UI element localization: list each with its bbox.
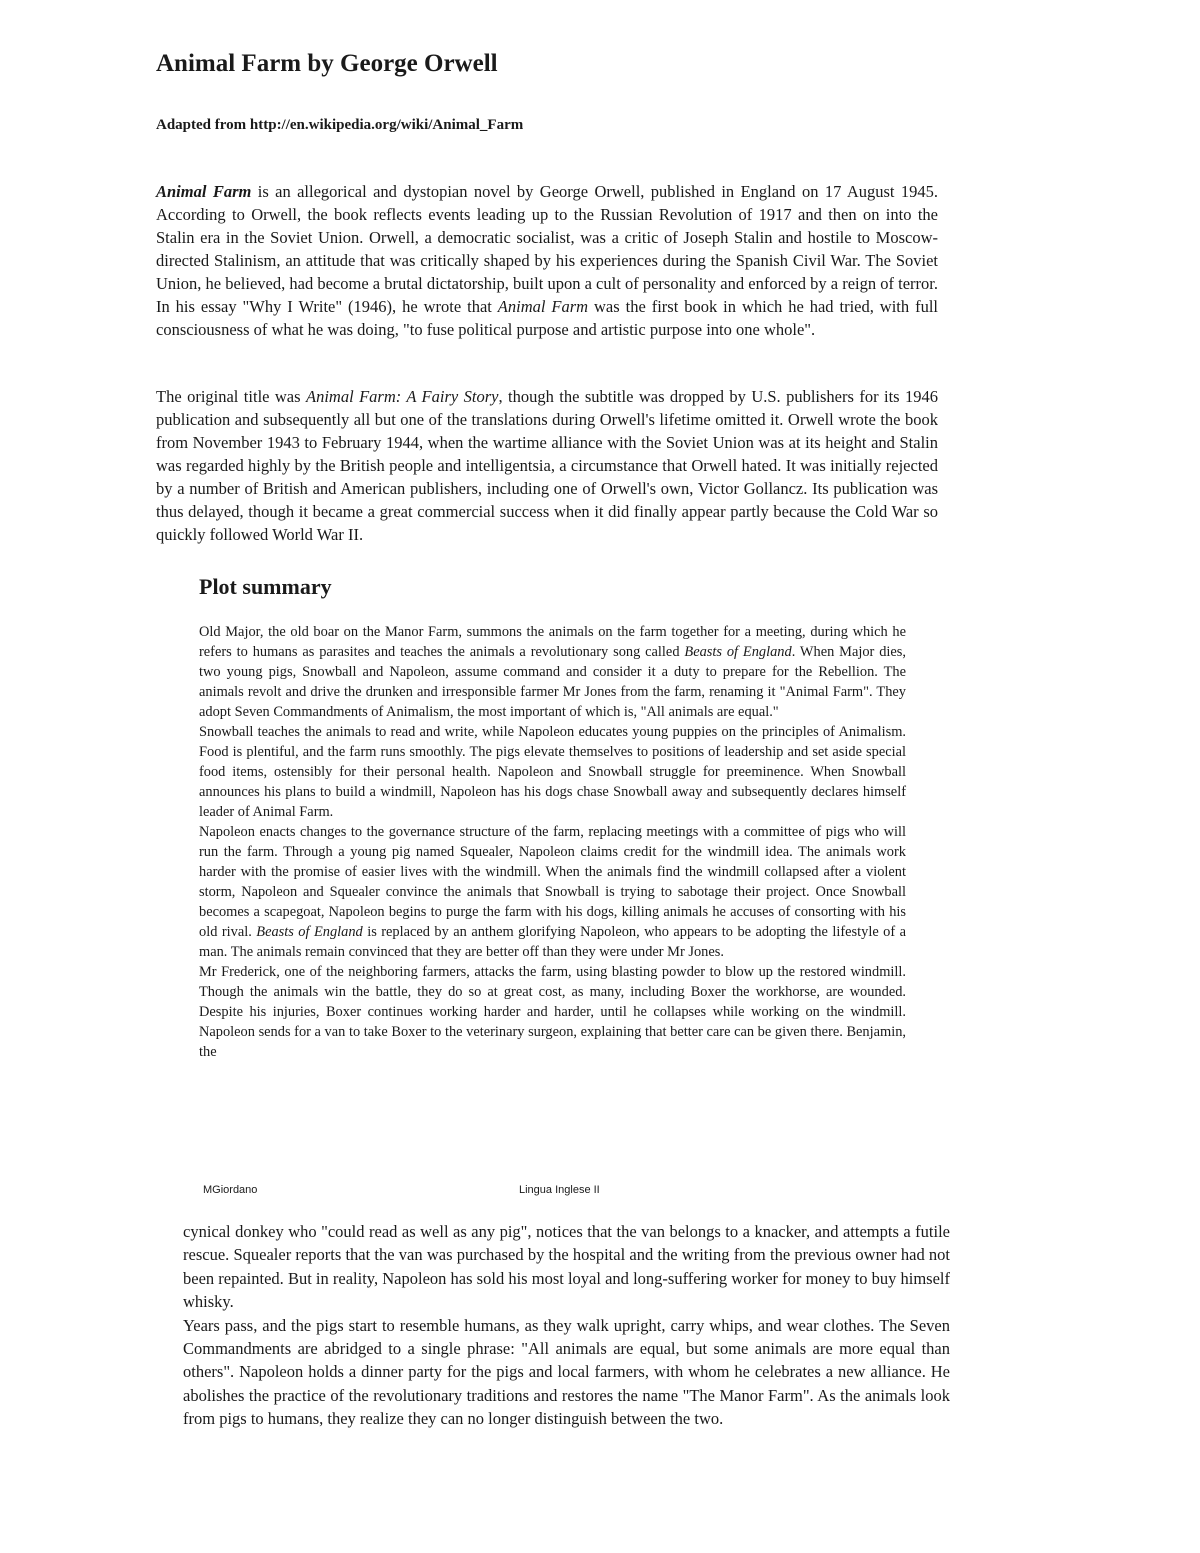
plot-p1-text-2: . When Major dies, two young pigs, Snowball and Napoleon, assume command and consider it a duty to prepare for the Rebellion. The animals revolt and drive the drunken and irresponsible farmer Mr Jones from the farm, renaming it "Animal Farm". They adopt Seven Commandments of Animalism, the most important of which is, "All animals are equal." [199,644,906,720]
continued-text [183,1220,950,1431]
intro-paragraph-1 [156,180,938,341]
plot-paragraph-1 [199,622,906,722]
intro-p1-text-2: was the first book in which he had tried, with full consciousness of what he was doing, "to fuse political purpose and artistic purpose into one whole". [156,297,938,339]
plot-summary-body [199,622,906,1062]
intro-p2-text-2: , though the subtitle was dropped by U.S. publishers for its 1946 publication and subsequently all but one of the translations during Orwell's lifetime omitted it. Orwell wrote the book from November 1943 to February 1944, when the wartime alliance with the Soviet Union was at its height and Stalin was regarded highly by the British people and intelligentsia, a circumstance that Orwell hated. It was initially rejected by a number of British and American publishers, including one of Orwell's own, Victor Gollancz. Its publication was thus delayed, though it became a great commercial success when it did finally appear partly because the Cold War so quickly followed World War II. [156,387,939,544]
footer-author: MGiordano [203,1184,258,1196]
page-title: Animal Farm by George Orwell [156,50,498,77]
source-line: Adapted from http://en.wikipedia.org/wiki/Animal_Farm [156,117,524,133]
plot-paragraph-3 [199,822,906,962]
plot-paragraph-2: Snowball teaches the animals to read and write, while Napoleon educates young puppies on the principles of Animalism. Food is plentiful, and the farm runs smoothly. The pigs elevate themselves to positions of leadership and set aside special food items, ostensibly for their personal health. Napoleon and Snowball struggle for preeminence. When Snowball announces his plans to build a windmill, Napoleon has his dogs chase Snowball away and subsequently declares himself leader of Animal Farm. [199,724,906,820]
intro-p1-text-1: is an allegorical and dystopian novel by George Orwell, published in England on 17 August 1945. According to Orwell, the book reflects events leading up to the Russian Revolution of 1917 and then on into the Stalin era in the Soviet Union. Orwell, a democratic socialist, was a critic of Joseph Stalin and hostile to Moscow-directed Stalinism, an attitude that was critically shaped by his experiences during the Spanish Civil War. The Soviet Union, he believed, had become a brutal dictatorship, built upon a cult of personality and enforced by a reign of terror. In his essay "Why I Write" (1946), he wrote that [156,182,938,316]
plot-p3-italic-song: Beasts of England [256,924,363,940]
plot-p3-text-2: is replaced by an anthem glorifying Napoleon, who appears to be adopting the lifestyle of a man. The animals remain convinced that they are better off than they were under Mr Jones. [199,924,906,960]
plot-p1-text-1: Old Major, the old boar on the Manor Farm, summons the animals on the farm together for a meeting, during which he refers to humans as parasites and teaches the animals a revolutionary song called [199,624,906,660]
lead-title: Animal Farm [156,182,252,201]
intro-p1-italic-title: Animal Farm [497,297,589,316]
intro-p2-text-1: The original title was [156,387,306,406]
plot-p1-italic-song: Beasts of England [684,644,792,660]
continued-paragraph-1: cynical donkey who "could read as well as any pig", notices that the van belongs to a knacker, and attempts a futile rescue. Squealer reports that the van was purchased by the hospital and the writing from the previous owner had not been repainted. But in reality, Napoleon has sold his most loyal and long-suffering worker for money to buy himself whisky. [183,1222,950,1312]
footer-course: Lingua Inglese II [519,1184,600,1196]
intro-p2-italic-title: Animal Farm: A Fairy Story [305,387,499,406]
intro-paragraph-2 [156,385,938,546]
plot-paragraph-4: Mr Frederick, one of the neighboring farmers, attacks the farm, using blasting powder to blow up the restored windmill. Though the animals win the battle, they do so at great cost, as many, including Boxer the workhorse, are wounded. Despite his injuries, Boxer continues working harder and harder, until he collapses while working on the windmill. Napoleon sends for a van to take Boxer to the veterinary surgeon, explaining that better care can be given there. Benjamin, the [199,964,906,1060]
continued-paragraph-2: Years pass, and the pigs start to resemble humans, as they walk upright, carry whips, and wear clothes. The Seven Commandments are abridged to a single phrase: "All animals are equal, but some animals are more equal than others". Napoleon holds a dinner party for the pigs and local farmers, with whom he celebrates a new alliance. He abolishes the practice of the revolutionary traditions and restores the name "The Manor Farm". As the animals look from pigs to humans, they realize they can no longer distinguish between the two. [183,1315,950,1429]
section-heading-plot-summary: Plot summary [199,574,332,599]
plot-p3-text-1: Napoleon enacts changes to the governance structure of the farm, replacing meetings with a committee of pigs who will run the farm. Through a young pig named Squealer, Napoleon claims credit for the windmill idea. The animals work harder with the promise of easier lives with the windmill. When the animals find the windmill collapsed after a violent storm, Napoleon and Squealer convince the animals that Snowball is trying to sabotage their project. Once Snowball becomes a scapegoat, Napoleon begins to purge the farm with his dogs, killing animals he accuses of consorting with his old rival. [199,824,906,940]
